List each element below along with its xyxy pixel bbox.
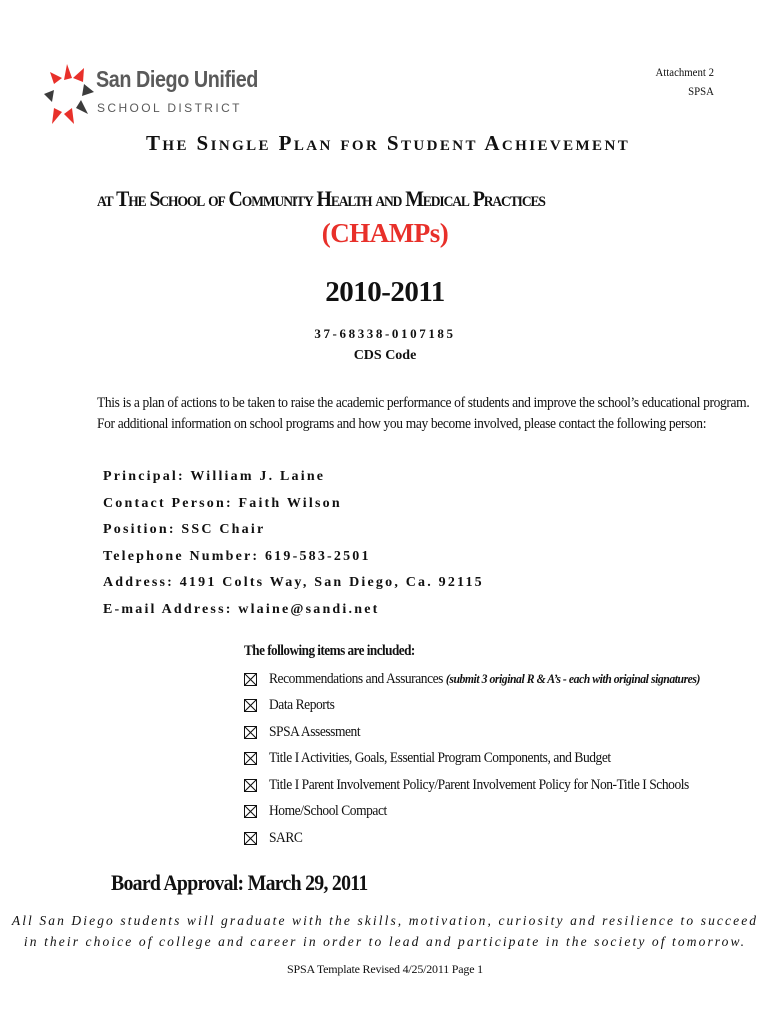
intro-line-2: For additional information on school programs and how you may become involved, please contact the following person:	[97, 416, 707, 432]
document-title: The Single Plan for Student Achievement	[146, 131, 631, 155]
checked-checkbox-icon[interactable]	[244, 805, 257, 818]
checked-checkbox-icon[interactable]	[244, 832, 257, 845]
attachment-line-2: SPSA	[688, 84, 714, 98]
intro-line-1: This is a plan of actions to be taken to raise the academic performance of students and improve the school’s educational program.	[97, 395, 750, 411]
district-name: San Diego Unified	[96, 66, 258, 92]
item-note: (submit 3 original R & A’s - each with original signatures)	[445, 670, 700, 686]
vision-line-2: in their choice of college and career in order to lead and participate in the society of tomorrow.	[23, 934, 747, 949]
item-label: Title I Activities, Goals, Essential Program Components, and Budget	[269, 750, 611, 767]
list-item	[244, 772, 748, 799]
school-acronym: (CHAMPs)	[321, 218, 449, 248]
address-line: Address: 4191 Colts Way, San Diego, Ca. 92115	[103, 575, 484, 590]
principal-line: Principal: William J. Laine	[103, 469, 326, 484]
district-subtitle: SCHOOL DISTRICT	[97, 101, 242, 115]
list-item	[244, 825, 748, 852]
checked-checkbox-icon[interactable]	[244, 752, 257, 765]
school-name: at The School of Community Health and Medical Practices	[97, 186, 545, 211]
page-footer: SPSA Template Revised 4/25/2011 Page 1	[287, 962, 483, 976]
star-emblem-icon	[44, 64, 94, 124]
contact-person-line: Contact Person: Faith Wilson	[103, 495, 342, 511]
list-item	[244, 693, 748, 720]
item-label-text: Recommendations and Assurances	[269, 670, 443, 687]
email-line: E-mail Address: wlaine@sandi.net	[103, 601, 380, 617]
vision-statement	[0, 910, 770, 952]
list-item	[244, 666, 748, 693]
school-year: 2010-2011	[325, 276, 445, 308]
telephone-line: Telephone Number: 619-583-2501	[103, 548, 371, 564]
list-item	[244, 799, 748, 826]
item-label: SPSA Assessment	[269, 723, 361, 740]
attachment-line-1: Attachment 2	[655, 65, 714, 79]
item-label: Home/School Compact	[269, 803, 387, 820]
item-label: SARC	[269, 829, 303, 846]
position-line: Position: SSC Chair	[103, 522, 266, 537]
item-label: Data Reports	[269, 697, 335, 714]
board-approval: Board Approval: March 29, 2011	[111, 870, 368, 895]
cds-code-number: 37-68338-0107185	[314, 326, 456, 341]
checked-checkbox-icon[interactable]	[244, 673, 257, 686]
attachment-label	[656, 63, 714, 101]
checked-checkbox-icon[interactable]	[244, 779, 257, 792]
included-items-title: The following items are included:	[244, 643, 415, 659]
intro-paragraph	[97, 393, 750, 435]
checked-checkbox-icon[interactable]	[244, 699, 257, 712]
included-items-list	[244, 666, 748, 852]
item-label: Title I Parent Involvement Policy/Parent Involvement Policy for Non-Title I Schools	[269, 776, 689, 793]
item-label	[269, 671, 700, 688]
checked-checkbox-icon[interactable]	[244, 726, 257, 739]
list-item	[244, 746, 748, 773]
contact-block	[103, 464, 484, 623]
vision-line-1: All San Diego students will graduate with the skills, motivation, curiosity and resilience to succeed	[11, 913, 759, 928]
list-item	[244, 719, 748, 746]
cds-code-label: CDS Code	[353, 348, 417, 363]
